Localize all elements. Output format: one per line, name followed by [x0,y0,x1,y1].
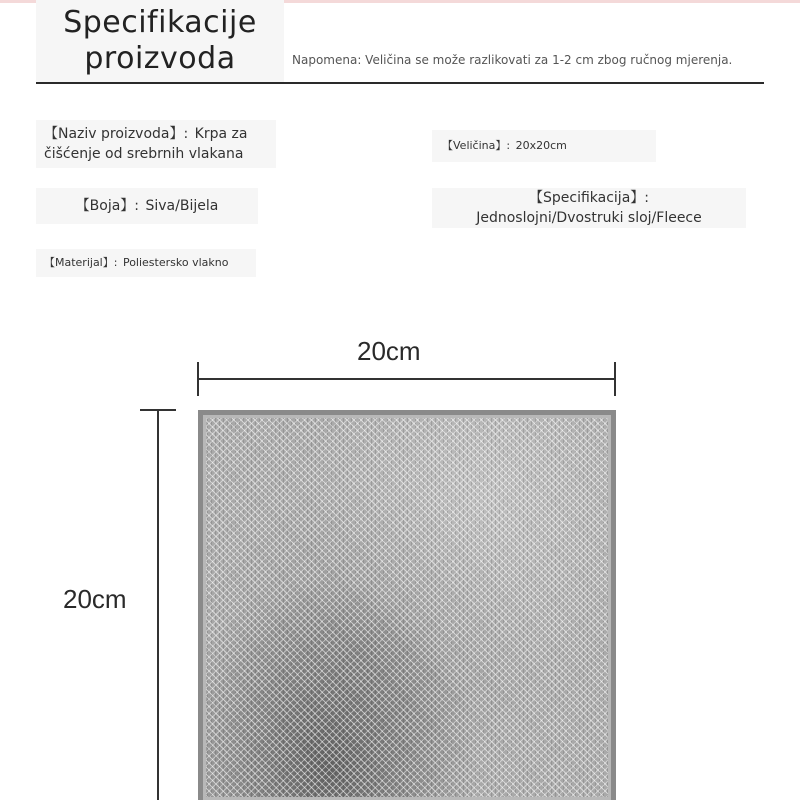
spec-product-name-label: 【Naziv proizvoda】: [44,126,189,142]
width-dimension-label: 20cm [357,336,421,366]
spec-material [36,249,256,277]
width-tick-right [614,362,616,396]
spec-material-value: Poliestersko vlakno [122,256,229,269]
spec-specification-value: Jednoslojni/Dvostruki sloj/Fleece [476,210,702,226]
header-divider [36,82,764,84]
spec-color [36,188,258,224]
measurement-note: Napomena: Veličina se može razlikovati za 1-2 cm zbog ručnog mjerenja. [292,53,733,67]
spec-size-value: 20x20cm [515,139,567,152]
spec-product-name [36,120,276,168]
width-dimension-line [197,378,616,380]
spec-specification [432,188,746,228]
height-dimension-line [157,409,159,800]
height-dimension-label: 20cm [63,584,127,614]
spec-size-label: 【Veličina】: [442,139,511,152]
spec-color-value: Siva/Bijela [145,198,219,214]
silver-fiber-cloth-image [198,410,616,800]
page-title [36,0,284,82]
spec-size [432,130,656,162]
spec-color-label: 【Boja】: [75,198,140,214]
title-line-1: Specifikacije [63,5,257,40]
spec-product-name-value: Krpa za čišćenje od srebrnih vlakana [44,126,248,162]
spec-material-label: 【Materijal】: [44,256,118,269]
spec-specification-label: 【Specifikacija】: [528,190,649,206]
title-line-2: proizvoda [84,41,236,76]
